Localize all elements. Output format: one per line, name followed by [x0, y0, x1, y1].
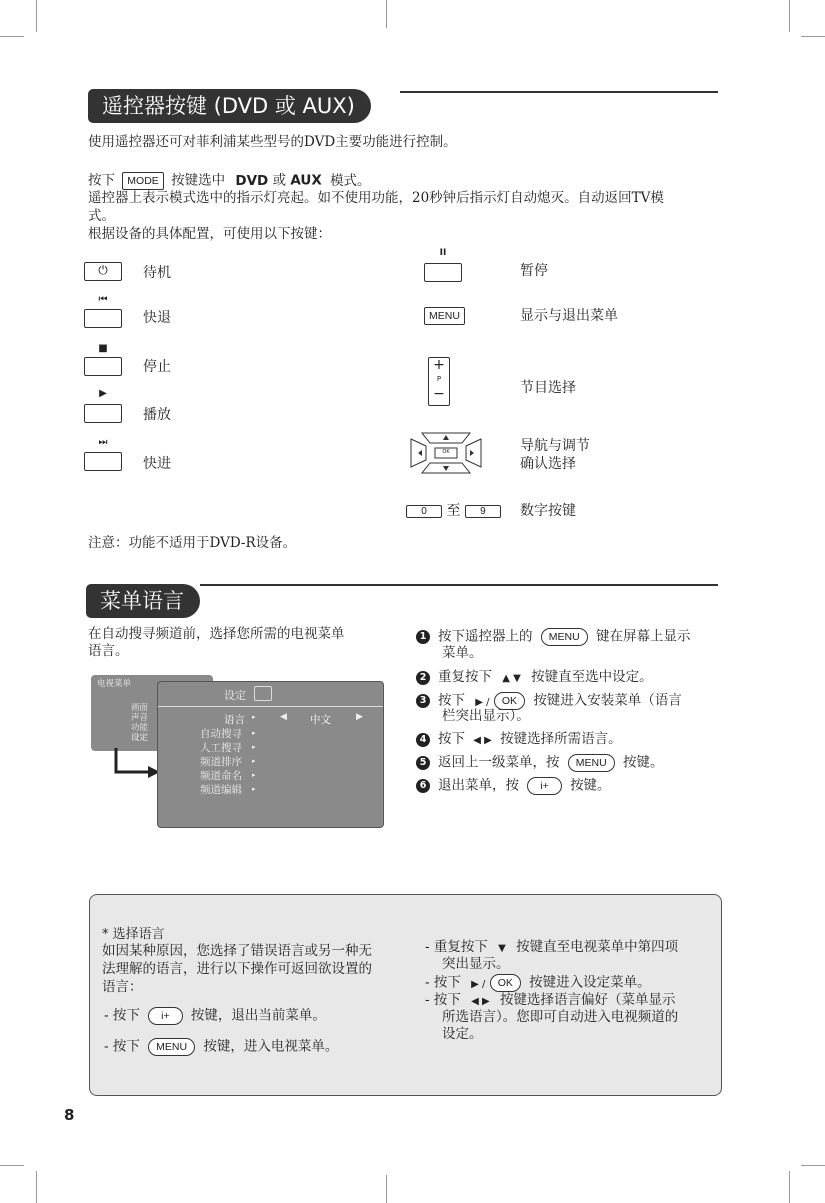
intro-text: 使用遥控器还可对菲利浦某些型号的DVD主要功能进行控制。 [88, 134, 457, 150]
settings-menu-title: 设定 [224, 689, 246, 702]
ok-key: OK [494, 692, 525, 710]
section-divider [200, 584, 718, 586]
minus-icon: − [433, 386, 445, 402]
section-divider [400, 91, 718, 93]
down-arrow-icon: ▼ [498, 943, 506, 954]
menu-intro: 在自动搜寻频道前，选择您所需的电视菜单 [88, 626, 345, 642]
menu-key: MENU [424, 307, 465, 325]
section-title: 遥控器按键 (DVD 或 AUX) [88, 89, 371, 123]
note-item-2: - 按下 MENU 按键，进入电视菜单。 [104, 1038, 339, 1055]
language-value: 中文 [310, 714, 331, 726]
step-6: 6 退出菜单，按 i+ 按键。 [416, 777, 611, 795]
digit-0-key: 0 [406, 505, 442, 518]
step-1-cont: 菜单。 [442, 645, 483, 661]
left-right-arrows-icon: ◀ ▶ [473, 735, 492, 746]
mode-key: MODE [122, 172, 164, 190]
digit-9-key: 9 [465, 505, 501, 518]
step-3-cont: 栏突出显示）。 [442, 708, 530, 724]
tv-menu-title: 电视菜单 [97, 679, 132, 689]
menu-key: MENU [568, 754, 615, 772]
menu-key: MENU [541, 628, 588, 646]
rewind-icon: ⏮ [98, 294, 108, 305]
mode-instruction: 按下 MODE 按键选中 DVD 或 AUX 模式。 [88, 172, 371, 189]
menu-key: MENU [148, 1038, 195, 1056]
step-2: 2 重复按下 ▲ ▼ 按键直至选中设定。 [416, 669, 653, 687]
indicator-text: 遥控器上表示模式选中的指示灯亮起。如不使用功能，20秒钟后指示灯自动熄灭。自动返回TV模 [88, 190, 664, 206]
note-right-3: - 按下 ◀ ▶ 按键选择语言偏好（菜单显示 [425, 992, 676, 1008]
play-icon: ▶ [99, 388, 107, 399]
right-arrow-icon: ▶ / [475, 696, 490, 708]
note-right-1: - 重复按下 ▼ 按键直至电视菜单中第四项 [425, 939, 679, 955]
note-left-text: 如因某种原因，您选择了错误语言或另一种无 [102, 943, 372, 959]
info-key: i+ [148, 1007, 182, 1025]
plus-icon: + [433, 357, 445, 373]
right-arrow-icon: ▶ / [471, 978, 486, 990]
forward-icon: ⏭ [98, 437, 108, 448]
tv-menu-back: 电视菜单 画面 声音 功能 设定 [91, 675, 213, 751]
note-text: 注意：功能不适用于DVD-R设备。 [88, 535, 297, 551]
ok-label: OK [442, 449, 450, 455]
config-text: 根据设备的具体配置，可使用以下按键： [88, 226, 331, 242]
note-right-text: 所选语言）。您即可自动进入电视频道的 [442, 1009, 679, 1025]
info-key: i+ [527, 777, 561, 795]
menu-intro-cont: 语言。 [88, 643, 129, 659]
stop-icon: ■ [98, 343, 108, 354]
page-number: 8 [64, 1106, 75, 1124]
note-right-text: 设定。 [442, 1026, 483, 1042]
note-right-text: 突出显示。 [442, 956, 510, 972]
settings-menu: 设定 语言 自动搜寻 人工搜寻 频道排序 频道命名 频道编辑 ▸ ▸ ▸ ▸ ▸ ▸ ◀ 中文 ▶ [157, 681, 384, 828]
note-left-text: 法理解的语言，进行以下操作可返回欲设置的 [102, 961, 372, 977]
menu-arrow [112, 748, 162, 780]
step-1: 1 按下遥控器上的 MENU 键在屏幕上显示 [416, 628, 691, 646]
note-right-2: - 按下 ▶ / OK 按键进入设定菜单。 [425, 974, 651, 991]
step-3: 3 按下 ▶ / OK 按键进入安装菜单（语言 [416, 692, 682, 711]
pause-icon: II [439, 248, 447, 258]
note-left-text: 语言： [102, 979, 143, 995]
note-item-1: - 按下 i+ 按键，退出当前菜单。 [104, 1007, 326, 1024]
right-arrow-icon: ▶ [356, 712, 363, 722]
up-down-arrows-icon: ▲ ▼ [502, 673, 521, 684]
power-icon: ⏻ [98, 263, 108, 277]
settings-icon [254, 686, 272, 701]
step-4: 4 按下 ◀ ▶ 按键选择所需语言。 [416, 731, 622, 749]
section-title: 菜单语言 [86, 584, 200, 618]
ok-key: OK [490, 974, 521, 992]
p-label: P [436, 375, 442, 383]
left-arrow-icon: ◀ [280, 712, 287, 722]
indicator-text-cont: 式。 [88, 208, 115, 224]
step-5: 5 返回上一级菜单，按 MENU 按键。 [416, 754, 664, 772]
left-right-arrows-icon: ◀ ▶ [471, 996, 490, 1007]
note-title: * 选择语言 [102, 927, 165, 942]
